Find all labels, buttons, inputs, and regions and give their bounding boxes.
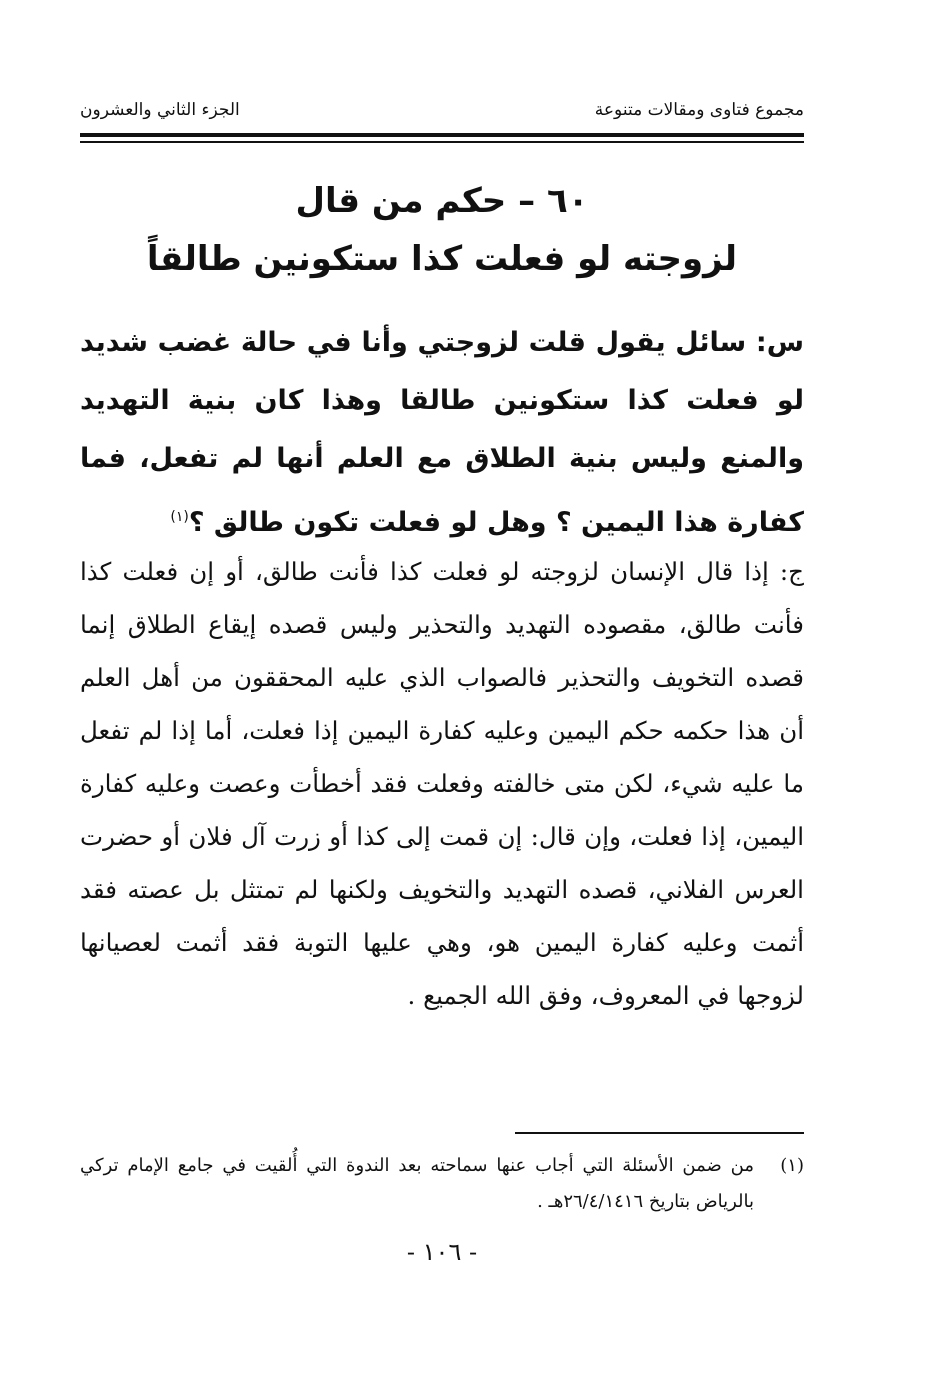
footnote-separator xyxy=(515,1132,804,1134)
footnote-text: من ضمن الأسئلة التي أجاب عنها سماحته بعد الندوة التي أُلقيت في جامع الإمام تركي بالرياض بتاريخ ٢٦/٤/١٤١٦هـ . xyxy=(80,1155,754,1212)
page-number: - ١٠٦ - xyxy=(406,1238,478,1266)
question-paragraph xyxy=(80,314,804,552)
header-rule-thin xyxy=(80,141,804,143)
running-header xyxy=(80,90,804,130)
fatwa-title-line-2: لزوجته لو فعلت كذا ستكونين طالقاً xyxy=(146,239,738,279)
fatwa-title xyxy=(80,172,804,288)
footnote-marker: (١) xyxy=(780,1155,804,1176)
header-rule-thick xyxy=(80,133,804,137)
question-text: س: سائل يقول قلت لزوجتي وأنا في حالة غضب شديد لو فعلت كذا ستكونين طالقا وهذا كان بنية التهديد والمنع وليس بنية الطلاق مع العلم أنها لم تفعل، فما كفارة هذا اليمين ؟ وهل لو فعلت تكون طالق ؟ xyxy=(80,327,804,538)
fatwa-title-line-1: ٦٠ – حكم من قال xyxy=(295,181,589,221)
header-book-title: مجموع فتاوى ومقالات متنوعة xyxy=(594,100,804,120)
answer-text: ج: إذا قال الإنسان لزوجته لو فعلت كذا فأنت طالق، أو إن فعلت كذا فأنت طالق، مقصوده التهديد والتحذير وليس قصده إيقاع الطلاق إنما قصده التخويف والتحذير فالصواب الذي عليه المحققون من أهل العلم أن هذا حكمه حكم اليمين وعليه كفارة اليمين إذا فعلت، أما إذا لم تفعل ما عليه شيء، لكن متى خالفته وفعلت فقد أخطأت وعصت وعليه كفارة اليمين، إذا فعلت، وإن قال: إن قمت إلى كذا أو زرت آل فلان أو حضرت العرس الفلاني، قصده التهديد والتخويف ولكنها لم تمتثل بل عصته فقد أثمت وعليه كفارة اليمين هو، وهي عليها التوبة فقد أثمت لعصيانها لزوجها في المعروف، وفق الله الجميع . xyxy=(80,557,804,1010)
answer-paragraph xyxy=(80,545,804,1022)
question-footnote-ref[interactable]: (١) xyxy=(170,509,189,525)
footnote xyxy=(80,1148,804,1220)
header-volume-title: الجزء الثاني والعشرون xyxy=(80,100,240,120)
